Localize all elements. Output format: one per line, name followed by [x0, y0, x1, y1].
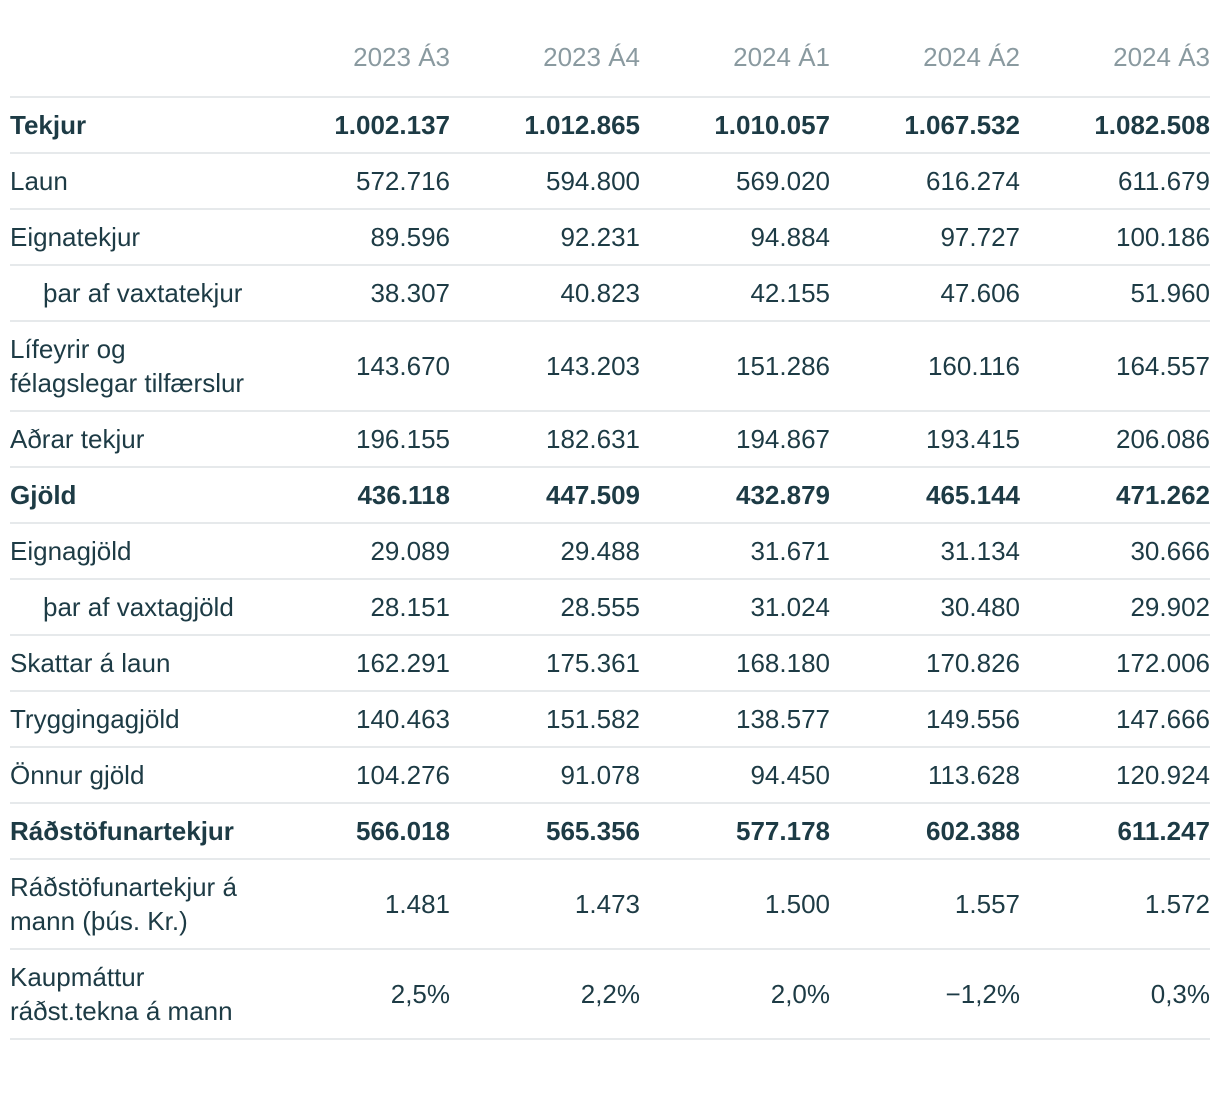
row-value: 149.556 — [830, 691, 1020, 747]
row-label: Lífeyrir og félagslegar tilfærslur — [10, 321, 260, 411]
row-value: 1.010.057 — [640, 97, 830, 153]
row-value: 611.247 — [1020, 803, 1210, 859]
row-value: 196.155 — [260, 411, 450, 467]
row-value: 1.082.508 — [1020, 97, 1210, 153]
column-header: 2024 Á2 — [830, 40, 1020, 97]
row-value: 40.823 — [450, 265, 640, 321]
row-value: 616.274 — [830, 153, 1020, 209]
row-value: 38.307 — [260, 265, 450, 321]
row-value: 436.118 — [260, 467, 450, 523]
row-value: 42.155 — [640, 265, 830, 321]
table-row — [10, 209, 1210, 265]
table-row — [10, 97, 1210, 153]
row-value: 0,3% — [1020, 949, 1210, 1039]
row-value: 611.679 — [1020, 153, 1210, 209]
row-value: 30.480 — [830, 579, 1020, 635]
table-row — [10, 635, 1210, 691]
row-value: 577.178 — [640, 803, 830, 859]
row-value: 1.572 — [1020, 859, 1210, 949]
row-value: 194.867 — [640, 411, 830, 467]
row-label: Kaupmáttur ráðst.tekna á mann — [10, 949, 260, 1039]
row-value: 1.481 — [260, 859, 450, 949]
table-row — [10, 467, 1210, 523]
row-label: þar af vaxtagjöld — [10, 579, 260, 635]
row-value: 170.826 — [830, 635, 1020, 691]
row-value: 89.596 — [260, 209, 450, 265]
row-value: 28.151 — [260, 579, 450, 635]
row-value: 447.509 — [450, 467, 640, 523]
row-value: 29.902 — [1020, 579, 1210, 635]
row-value: 31.134 — [830, 523, 1020, 579]
row-value: 47.606 — [830, 265, 1020, 321]
row-value: 2,2% — [450, 949, 640, 1039]
row-value: 140.463 — [260, 691, 450, 747]
table-row — [10, 411, 1210, 467]
row-value: 2,5% — [260, 949, 450, 1039]
header-label-cell — [10, 40, 260, 97]
row-value: 1.500 — [640, 859, 830, 949]
table-row — [10, 321, 1210, 411]
income-table — [10, 40, 1210, 1040]
row-value: 143.203 — [450, 321, 640, 411]
row-label: Eignatekjur — [10, 209, 260, 265]
row-value: 91.078 — [450, 747, 640, 803]
row-label: Tekjur — [10, 97, 260, 153]
row-value: 162.291 — [260, 635, 450, 691]
row-value: 97.727 — [830, 209, 1020, 265]
table-row — [10, 691, 1210, 747]
row-value: 1.012.865 — [450, 97, 640, 153]
row-value: 51.960 — [1020, 265, 1210, 321]
table-row — [10, 579, 1210, 635]
row-value: 160.116 — [830, 321, 1020, 411]
row-value: 94.884 — [640, 209, 830, 265]
row-value: 594.800 — [450, 153, 640, 209]
row-label: Aðrar tekjur — [10, 411, 260, 467]
row-value: 572.716 — [260, 153, 450, 209]
row-value: 164.557 — [1020, 321, 1210, 411]
row-value: −1,2% — [830, 949, 1020, 1039]
row-label: Skattar á laun — [10, 635, 260, 691]
header-row — [10, 40, 1210, 97]
row-value: 147.666 — [1020, 691, 1210, 747]
row-value: 113.628 — [830, 747, 1020, 803]
row-value: 1.067.532 — [830, 97, 1020, 153]
row-value: 172.006 — [1020, 635, 1210, 691]
row-value: 138.577 — [640, 691, 830, 747]
row-value: 94.450 — [640, 747, 830, 803]
row-label: Gjöld — [10, 467, 260, 523]
row-value: 104.276 — [260, 747, 450, 803]
income-table-container — [10, 40, 1210, 1040]
table-row — [10, 803, 1210, 859]
table-row — [10, 265, 1210, 321]
table-row — [10, 523, 1210, 579]
row-value: 1.002.137 — [260, 97, 450, 153]
row-value: 28.555 — [450, 579, 640, 635]
row-value: 175.361 — [450, 635, 640, 691]
column-header: 2023 Á4 — [450, 40, 640, 97]
row-value: 1.557 — [830, 859, 1020, 949]
row-value: 471.262 — [1020, 467, 1210, 523]
row-value: 143.670 — [260, 321, 450, 411]
row-value: 29.089 — [260, 523, 450, 579]
row-value: 193.415 — [830, 411, 1020, 467]
row-value: 151.286 — [640, 321, 830, 411]
row-value: 30.666 — [1020, 523, 1210, 579]
row-label: Laun — [10, 153, 260, 209]
row-value: 566.018 — [260, 803, 450, 859]
row-value: 29.488 — [450, 523, 640, 579]
row-value: 182.631 — [450, 411, 640, 467]
row-label: Önnur gjöld — [10, 747, 260, 803]
row-value: 120.924 — [1020, 747, 1210, 803]
column-header: 2023 Á3 — [260, 40, 450, 97]
column-header: 2024 Á1 — [640, 40, 830, 97]
row-value: 465.144 — [830, 467, 1020, 523]
table-row — [10, 949, 1210, 1039]
row-value: 2,0% — [640, 949, 830, 1039]
row-label: Ráðstöfunartekjur á mann (þús. Kr.) — [10, 859, 260, 949]
row-value: 168.180 — [640, 635, 830, 691]
row-label: Tryggingagjöld — [10, 691, 260, 747]
row-value: 602.388 — [830, 803, 1020, 859]
column-header: 2024 Á3 — [1020, 40, 1210, 97]
row-value: 206.086 — [1020, 411, 1210, 467]
table-row — [10, 747, 1210, 803]
table-row — [10, 859, 1210, 949]
row-value: 92.231 — [450, 209, 640, 265]
row-value: 100.186 — [1020, 209, 1210, 265]
row-label: Eignagjöld — [10, 523, 260, 579]
row-value: 31.024 — [640, 579, 830, 635]
table-row — [10, 153, 1210, 209]
row-label: þar af vaxtatekjur — [10, 265, 260, 321]
row-value: 1.473 — [450, 859, 640, 949]
row-value: 151.582 — [450, 691, 640, 747]
row-label: Ráðstöfunartekjur — [10, 803, 260, 859]
row-value: 569.020 — [640, 153, 830, 209]
row-value: 432.879 — [640, 467, 830, 523]
table-body — [10, 97, 1210, 1039]
row-value: 31.671 — [640, 523, 830, 579]
row-value: 565.356 — [450, 803, 640, 859]
